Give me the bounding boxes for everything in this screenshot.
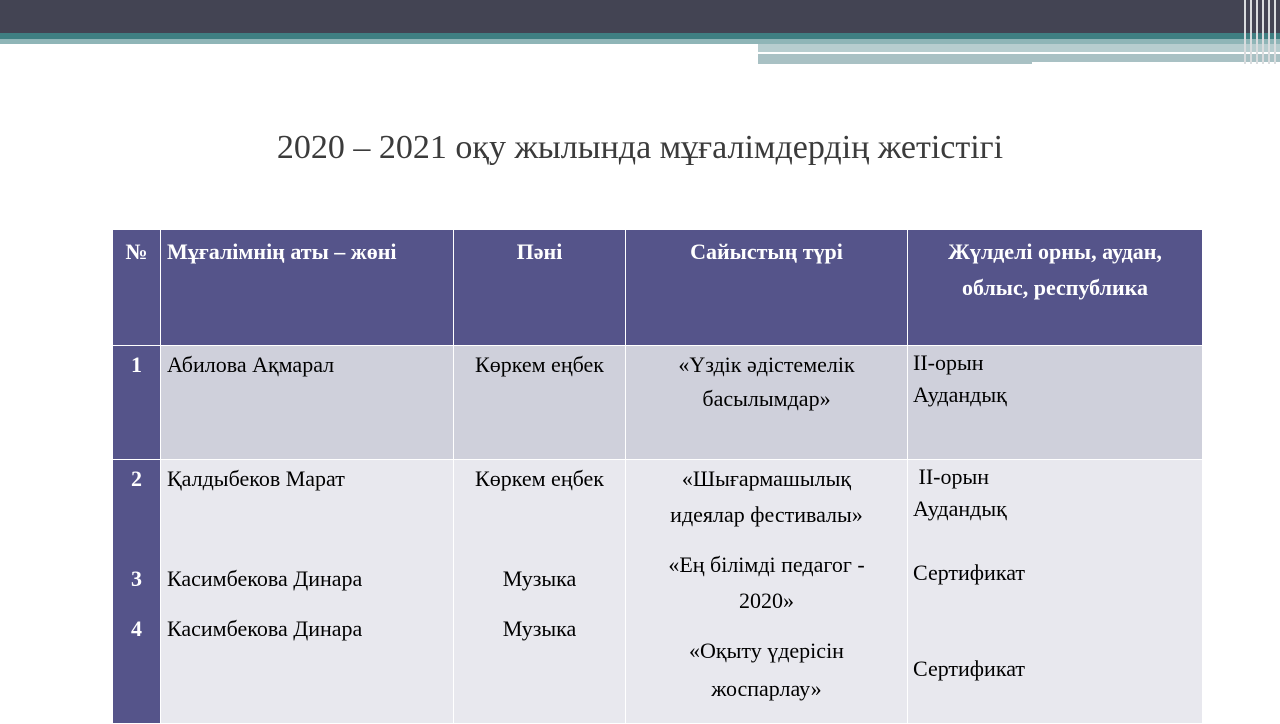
contest-line2: басылымдар» [702, 386, 831, 411]
contest-line1: «Үздік әдістемелік [678, 352, 855, 377]
place-cell [908, 460, 1203, 724]
place-line1: ІІ-орын [913, 464, 990, 489]
teacher-name: Қалдыбеков Марат [167, 466, 345, 491]
teacher-name: Абилова Ақмарал [167, 352, 335, 377]
table-row [113, 346, 1203, 460]
header-band [0, 0, 1280, 33]
contest-line1: «Оқыту үдерісін [689, 638, 844, 663]
teacher-name-cell [161, 460, 454, 724]
achievements-table [112, 229, 1203, 724]
contest-line1: «Шығармашылық [681, 466, 852, 491]
contest-cell [626, 346, 908, 460]
accent-strip [758, 44, 1280, 52]
header-subject: Пәні [454, 230, 626, 346]
teacher-name: Касимбекова Динара [167, 616, 363, 641]
header-name: Мұғалімнің аты – жөні [161, 230, 454, 346]
contest-line2: 2020» [739, 588, 794, 613]
slide-title: 2020 – 2021 оқу жылында мұғалімдердің жетістігі [276, 129, 1004, 166]
header-num: № [113, 230, 161, 346]
place-cell [908, 346, 1203, 460]
header-place-line2: облыс, республика [962, 275, 1148, 300]
contest-cell [626, 460, 908, 724]
header-place-line1: Жүлделі орны, аудан, [948, 239, 1162, 264]
table-row [113, 460, 1203, 724]
subject: Музыка [502, 566, 577, 591]
place-line1: ІІ-орын [913, 350, 984, 375]
place-line1: Сертификат [913, 560, 1025, 585]
subject-cell [454, 460, 626, 724]
row-num-3: 3 [131, 566, 142, 591]
subject: Көркем еңбек [475, 466, 604, 491]
subject-cell [454, 346, 626, 460]
subject: Көркем еңбек [475, 352, 604, 377]
row-num-1: 1 [131, 352, 142, 377]
contest-line1: «Ең білімді педагог - [668, 552, 865, 577]
row-num [113, 460, 161, 724]
place-line2: Аудандық [913, 496, 1007, 521]
teacher-name-cell [161, 346, 454, 460]
row-num [113, 346, 161, 460]
place-line2: Аудандық [913, 382, 1007, 407]
row-num-2: 2 [131, 466, 142, 491]
header-place [908, 230, 1203, 346]
header-contest: Сайыстың түрі [626, 230, 908, 346]
contest-line2: идеялар фестивалы» [670, 502, 863, 527]
place-line1: Сертификат [913, 656, 1025, 681]
row-num-4: 4 [131, 616, 142, 641]
decorative-stripes [1242, 0, 1280, 64]
contest-line2: жоспарлау» [711, 676, 822, 701]
teacher-name: Касимбекова Динара [167, 566, 363, 591]
subject: Музыка [502, 616, 577, 641]
table-header-row [113, 230, 1203, 346]
